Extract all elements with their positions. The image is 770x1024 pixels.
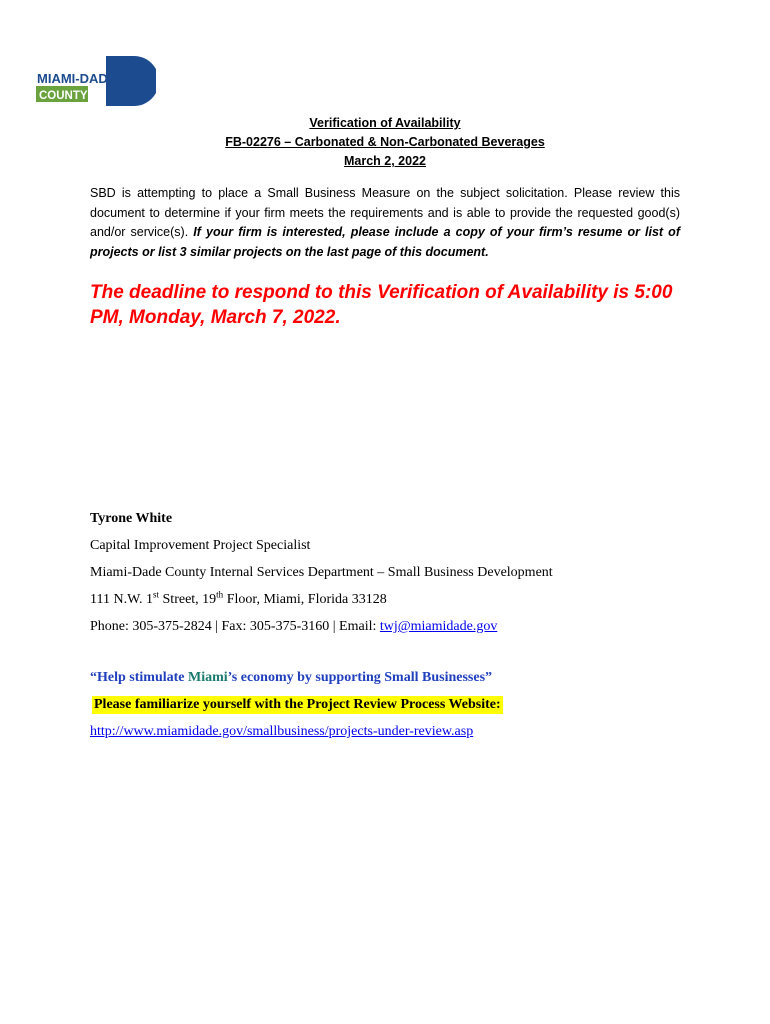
familiarize-notice: Please familiarize yourself with the Project Review Process Website: xyxy=(94,697,501,712)
document-header xyxy=(0,114,770,171)
project-review-url-link[interactable]: http://www.miamidade.gov/smallbusiness/projects-under-review.asp xyxy=(90,724,474,739)
slogan: “Help stimulate Miami’s economy by supporting Small Businesses” xyxy=(90,670,493,685)
deadline-notice: The deadline to respond to this Verification of Availability is 5:00 PM, Monday, March 7, 2022. xyxy=(90,282,673,328)
contact-name: Tyrone White xyxy=(90,511,173,526)
logo-text-county: COUNTY xyxy=(39,90,88,102)
document-date: March 2, 2022 xyxy=(344,154,426,168)
miami-dade-county-logo xyxy=(36,56,156,106)
contact-address: 111 N.W. 1st Street, 19th Floor, Miami, Florida 33128 xyxy=(90,589,387,607)
solicitation-title: FB-02276 – Carbonated & Non-Carbonated Beverages xyxy=(225,135,545,149)
email-link[interactable]: twj@miamidade.gov xyxy=(379,619,498,634)
intro-paragraph xyxy=(90,184,680,262)
contact-department: Miami-Dade County Internal Services Department – Small Business Development xyxy=(90,565,553,580)
contact-title: Capital Improvement Project Specialist xyxy=(90,538,311,553)
intro-text: SBD is attempting to place a Small Business Measure on the subject solicitation. Please review this document to determine if your firm meets the requirements and is able to provide the requested good(s) and/or service(s). xyxy=(90,186,680,239)
contact-phone-fax-email: Phone: 305-375-2824 | Fax: 305-375-3160 | Email: twj@miamidade.gov xyxy=(90,619,498,634)
logo-text-miami-dade: MIAMI-DADE xyxy=(37,71,117,86)
intro-emphasis: If your firm is interested, please include a copy of your firm’s resume or list of projects or list 3 similar projects on the last page of this document. xyxy=(90,225,680,259)
document-title: Verification of Availability xyxy=(309,116,461,130)
contact-block xyxy=(90,508,710,643)
